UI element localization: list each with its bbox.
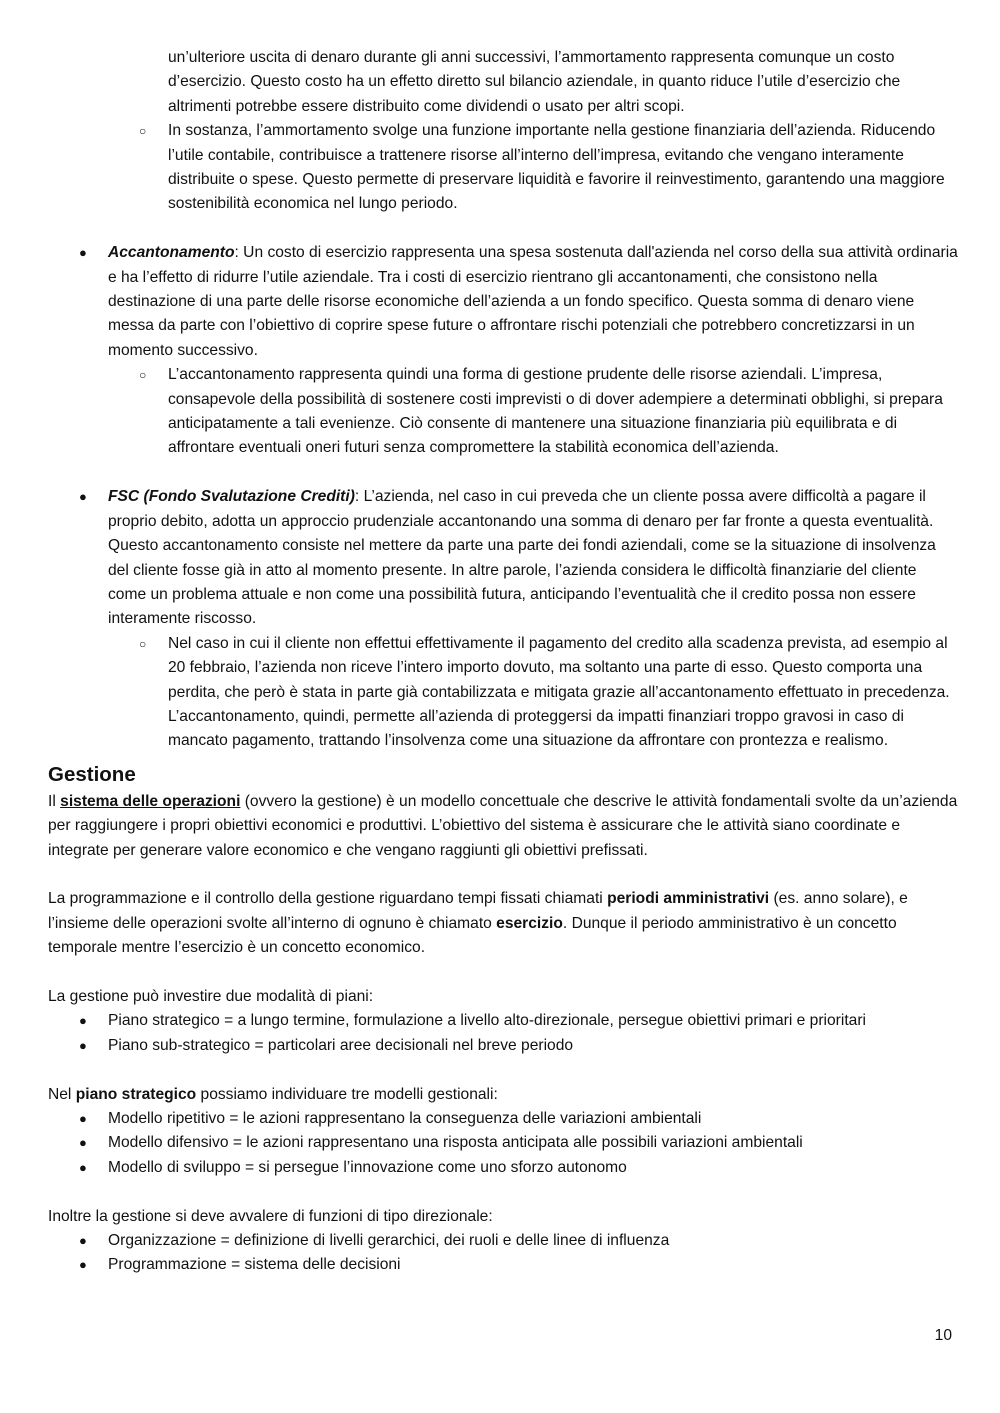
term-periodi-amministrativi: periodi amministrativi: [607, 890, 770, 908]
list-item: ● Programmazione = sistema delle decisioni: [48, 1253, 958, 1277]
term-fsc: FSC (Fondo Svalutazione Crediti): [108, 488, 355, 506]
term-esercizio: esercizio: [496, 914, 563, 932]
sub-list-item: [48, 119, 958, 217]
sub-list-text: Nel caso in cui il cliente non effettui effettivamente il pagamento del credito alla scadenza prevista, ad esempio al 20 febbraio, l’azienda non riceve l’intero importo dovuto, ma soltanto una parte di esso. Questo comporta una perdita, che però è stata in parte già contabilizzata e mitigata grazie all’accantonamento effettuato in precedenza. L’accantonamento, quindi, permette all’azienda di proteggersi da impatti finanziari troppo gravosi in caso di mancato pagamento, trattando l’insolvenza come una situazione da affrontare con prontezza e realismo.: [168, 634, 950, 750]
sub-list-item: [48, 363, 958, 461]
list-item: ● Piano sub-strategico = particolari aree decisionali nel breve periodo: [48, 1034, 958, 1058]
list-item-accantonamento: [48, 241, 958, 363]
list-item: ● Organizzazione = definizione di livelli gerarchici, dei ruoli e delle linee di influenza: [48, 1229, 958, 1253]
list-item: ● Modello ripetitivo = le azioni rappresentano la conseguenza delle variazioni ambientali: [48, 1107, 958, 1131]
bullet-icon: ●: [79, 1135, 87, 1151]
paragraph-piani: La gestione può investire due modalità di piani:: [48, 987, 374, 1005]
bullet-icon: ●: [79, 1257, 87, 1273]
term-accantonamento: Accantonamento: [108, 244, 235, 262]
sub-list-text: In sostanza, l’ammortamento svolge una funzione importante nella gestione finanziaria dell’azienda. Riducendo l’utile contabile, contribuisce a trattenere risorse all’interno dell’impresa, evitando che vengano interamente distribuite o spese. Questo permette di preservare liquidità e favorire il reinvestimento, garantendo una maggiore sostenibilità economica nel lungo periodo.: [168, 122, 945, 213]
paragraph-funzioni: Inoltre la gestione si deve avvalere di funzioni di tipo direzionale:: [48, 1207, 493, 1225]
bullet-icon: ●: [79, 1110, 87, 1126]
term-piano-strategico: piano strategico: [75, 1085, 197, 1103]
list-item-text: : L’azienda, nel caso in cui preveda che un cliente possa avere difficoltà a pagare il proprio debito, adotta un approccio prudenziale accantonando una somma di denaro per far fronte a questa eventualità. Questo accantonamento consiste nel mettere da parte una parte dei fondi aziendali, come se la situazione di insolvenza del cliente fosse già in atto al momento presente. In altre parole, l’azienda considera le difficoltà finanziarie del cliente come un problema attuale e non come una possibilità futura, anticipando l’eventualità che il credito possa non essere interamente riscosso.: [108, 488, 936, 628]
paragraph-sistema-operazioni: Il sistema delle operazioni (ovvero la gestione) è un modello concettuale che descrive le attività fondamentali svolte da un’azienda per raggiungere i propri obiettivi economici e produttivi. L’obiettivo del sistema è assicurare che le attività siano coordinate e integrate per generare valore economico e che vengano raggiunti gli obiettivi prefissati.: [48, 792, 958, 859]
term-sistema-operazioni: sistema delle operazioni: [60, 792, 241, 810]
sub-list-text: L’accantonamento rappresenta quindi una forma di gestione prudente delle risorse aziendali. L’impresa, consapevole della possibilità di sostenere costi imprevisti o di dover adempiere a determinati obblighi, si prepara anticipatamente a tali evenienze. Ciò consente di mantenere una situazione finanziaria più equilibrata e di affrontare eventuali oneri futuri senza compromettere la stabilità economica dell’azienda.: [168, 366, 943, 457]
ammortamento-continuation: un’ulteriore uscita di denaro durante gli anni successivi, l’ammortamento rappresenta comunque un costo d’esercizio. Questo costo ha un effetto diretto sul bilancio aziendale, in quanto riduce l’utile d’esercizio che altrimenti potrebbe essere distribuito come dividendi o usato per altri scopi.: [168, 49, 901, 115]
circle-bullet-icon: ○: [139, 368, 147, 383]
bullet-icon: ●: [79, 1233, 87, 1248]
bullet-icon: ●: [79, 489, 87, 505]
bullet-icon: ●: [79, 1159, 87, 1175]
section-heading-gestione: Gestione: [48, 762, 136, 786]
list-item-fsc: [48, 485, 958, 631]
sub-list-item: [48, 632, 958, 754]
bullet-icon: ●: [79, 1037, 87, 1053]
list-item: ● Modello difensivo = le azioni rappresentano una risposta anticipata alle possibili variazioni ambientali: [48, 1131, 958, 1155]
bullet-icon: ●: [79, 1013, 87, 1029]
list-item: ● Piano strategico = a lungo termine, formulazione a livello alto-direzionale, persegue obiettivi primari e prioritari: [48, 1009, 958, 1033]
circle-bullet-icon: ○: [139, 124, 147, 139]
list-item-text: : Un costo di esercizio rappresenta una spesa sostenuta dall'azienda nel corso della sua attività ordinaria e ha l’effetto di ridurre l’utile aziendale. Tra i costi di esercizio rientrano gli accantonamenti, che consistono nella destinazione di una parte delle risorse economiche dell’azienda a un fondo specifico. Questa somma di denaro viene messa da parte con l’obiettivo di coprire spese future o affrontare rischi potenziali che potrebbero concretizzarsi in un momento successivo.: [108, 244, 958, 359]
page-number: 10: [934, 1327, 952, 1344]
bullet-icon: ●: [79, 245, 87, 261]
circle-bullet-icon: ○: [139, 636, 147, 651]
list-item: ● Modello di sviluppo = si persegue l’innovazione come uno sforzo autonomo: [48, 1156, 958, 1180]
paragraph-piano-strategico: Nel piano strategico possiamo individuare tre modelli gestionali:: [48, 1085, 498, 1103]
document-page: [48, 46, 958, 1278]
paragraph-periodi-amministrativi: La programmazione e il controllo della gestione riguardano tempi fissati chiamati periodi amministrativi (es. anno solare), e l’insieme delle operazioni svolte all’interno di ognuno è chiamato esercizio. Dunque il periodo amministrativo è un concetto temporale mentre l’esercizio è un concetto economico.: [48, 890, 908, 957]
